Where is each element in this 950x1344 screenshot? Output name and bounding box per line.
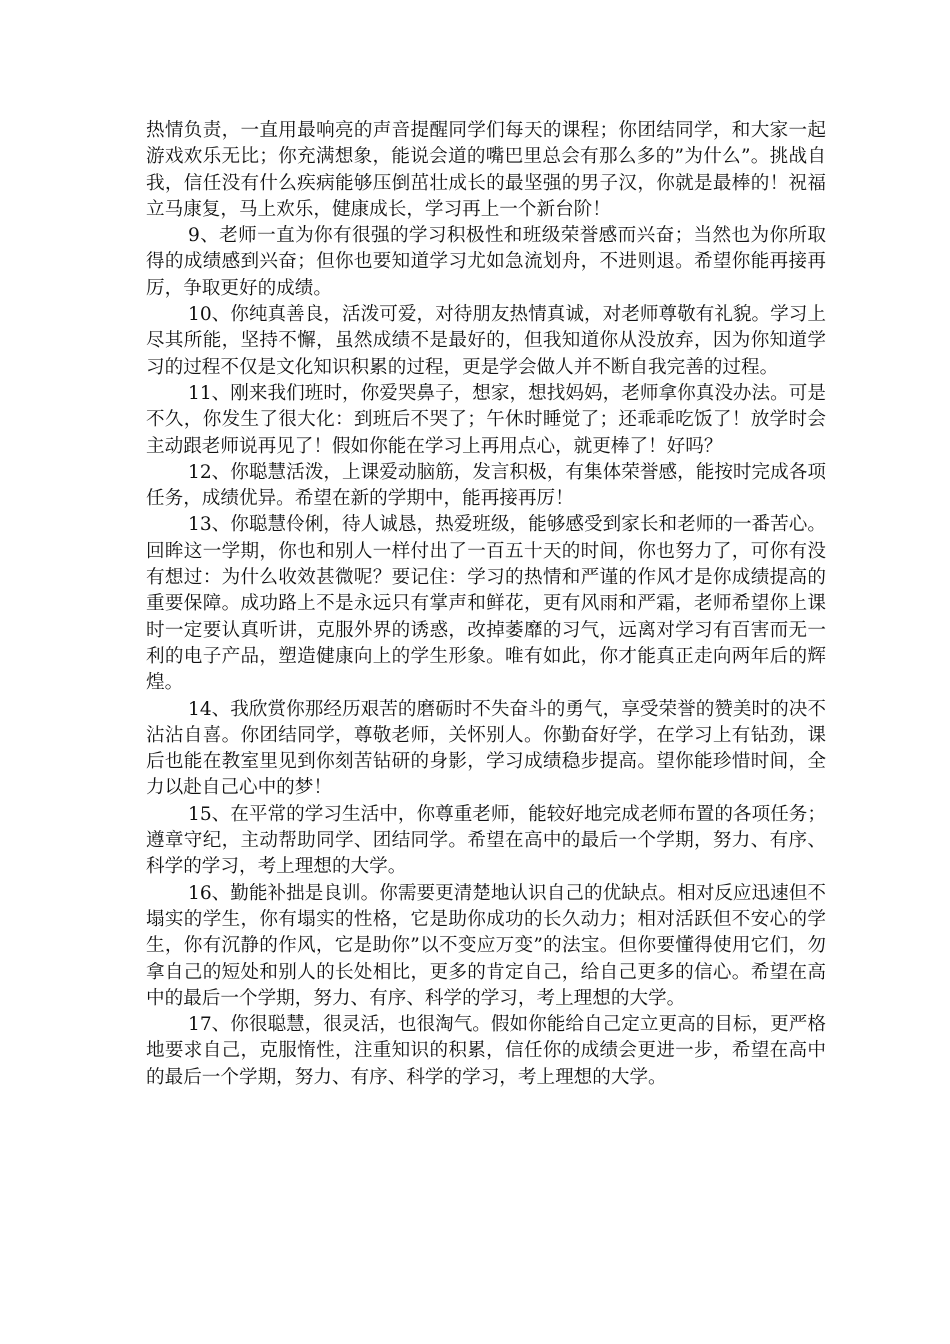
paragraph-comment-17: 17、你很聪慧，很灵活，也很淘气。假如你能给自己定立更高的目标，更严格地要求自己，克服惰性，注重知识的积累，信任你的成绩会更进一步，希望在高中的最后一个学期，努力、有序、科学的学习，考上理想的大学。 [146, 1014, 826, 1088]
paragraph-continued: 热情负责，一直用最响亮的声音提醒同学们每天的课程；你团结同学，和大家一起游戏欢乐无比；你充满想象，能说会道的嘴巴里总会有那么多的”为什么”。挑战自我，信任没有什么疾病能够压倒茁壮成长的最坚强的男子汉，你就是最棒的！祝福立马康复，马上欢乐，健康成长，学习再上一个新台阶！ [146, 120, 826, 220]
paragraph-comment-15: 15、在平常的学习生活中，你尊重老师，能较好地完成老师布置的各项任务；遵章守纪，主动帮助同学、团结同学。希望在高中的最后一个学期，努力、有序、科学的学习，考上理想的大学。 [146, 803, 826, 878]
paragraph-comment-13: 13、你聪慧伶俐，待人诚恳，热爱班级，能够感受到家长和老师的一番苦心。回眸这一学期，你也和别人一样付出了一百五十天的时间，你也努力了，可你有没有想过：为什么收效甚微呢？要记住：学习的热情和严谨的作风才是你成绩提高的重要保障。成功路上不是永远只有掌声和鲜花，更有风雨和严霜，老师希望你上课时一定要认真听讲，克服外界的诱惑，改掉萎靡的习气，远离对学习有百害而无一利的电子产品，塑造健康向上的学生形象。唯有如此，你才能真正走向两年后的辉煌。 [146, 514, 826, 694]
paragraph-comment-12: 12、你聪慧活泼，上课爱动脑筋，发言积极，有集体荣誉感，能按时完成各项任务，成绩优异。希望在新的学期中，能再接再厉！ [146, 461, 826, 510]
paragraph-comment-10: 10、你纯真善良，活泼可爱，对待朋友热情真诚，对老师尊敬有礼貌。学习上尽其所能，坚持不懈，虽然成绩不是最好的，但我知道你从没放弃，因为你知道学习的过程不仅是文化知识积累的过程，更是学会做人并不断自我完善的过程。 [146, 304, 826, 378]
document-body [146, 118, 826, 1091]
paragraph-comment-11: 11、刚来我们班时，你爱哭鼻子，想家，想找妈妈，老师拿你真没办法。可是不久，你发生了很大化：到班后不哭了；午休时睡觉了；还乖乖吃饭了！放学时会主动跟老师说再见了！假如你能在学习上再用点心，就更棒了！好吗？ [146, 382, 826, 457]
paragraph-comment-16: 16、勤能补拙是良训。你需要更清楚地认识自己的优缺点。相对反应迅速但不塌实的学生，你有塌实的性格，它是助你成功的长久动力；相对活跃但不安心的学生，你有沉静的作风，它是助你”以不变应万变”的法宝。但你要懂得使用它们，勿拿自己的短处和别人的长处相比，更多的肯定自己，给自己更多的信心。希望在高中的最后一个学期，努力、有序、科学的学习，考上理想的大学。 [146, 882, 826, 1009]
paragraph-comment-14: 14、我欣赏你那经历艰苦的磨砺时不失奋斗的勇气，享受荣誉的赞美时的决不沾沾自喜。你团结同学，尊敬老师，关怀别人。你勤奋好学，在学习上有钻劲，课后也能在教室里见到你刻苦钻研的身影，学习成绩稳步提高。望你能珍惜时间，全力以赴自己心中的梦！ [146, 698, 826, 799]
paragraph-comment-9: 9、老师一直为你有很强的学习积极性和班级荣誉感而兴奋；当然也为你所取得的成绩感到兴奋；但你也要知道学习尤如急流划舟，不进则退。希望你能再接再厉，争取更好的成绩。 [146, 225, 826, 299]
